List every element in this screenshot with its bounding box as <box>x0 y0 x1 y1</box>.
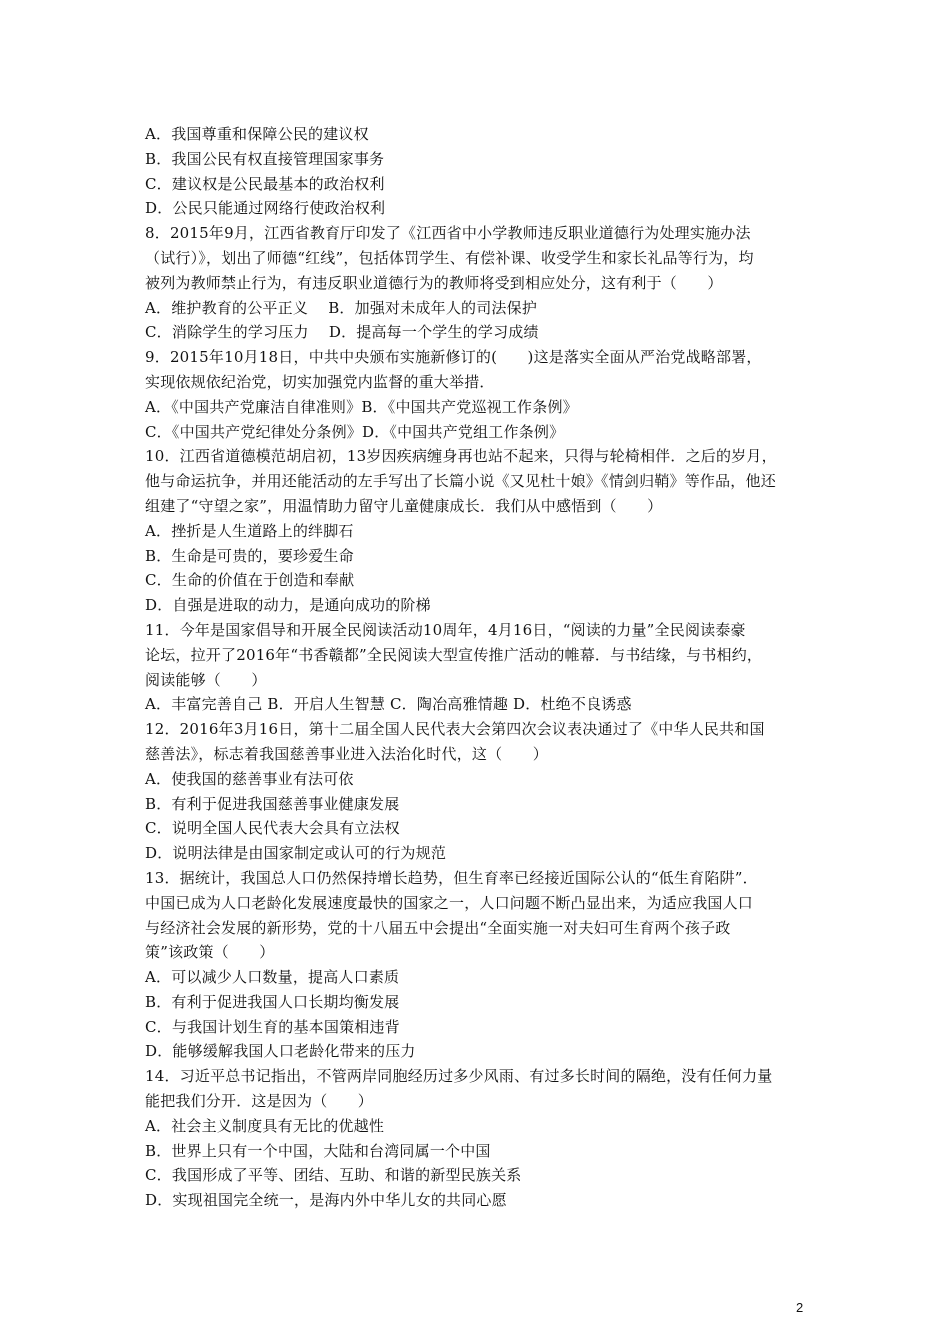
text-line: C．我国形成了平等、团结、互助、和谐的新型民族关系 <box>145 1166 522 1185</box>
text-line: A．社会主义制度具有无比的优越性 <box>145 1116 385 1135</box>
text-line: C．消除学生的学习压力 D．提高每一个学生的学习成绩 <box>145 323 539 342</box>
question-12-line: 12．2016年3月16日，第十二届全国人民代表大会第四次会议表决通过了《中华人民共和国 <box>145 720 765 739</box>
text-line: A．丰富完善自己 B．开启人生智慧 C．陶冶高雅情趣 D．杜绝不良诱惑 <box>145 695 632 714</box>
text-line: 阅读能够（ ） <box>145 670 267 689</box>
text-line: C．《中国共产党纪律处分条例》D．《中国共产党组工作条例》 <box>145 422 565 441</box>
text-line: C．建议权是公民最基本的政治权利 <box>145 174 385 193</box>
text-line: A．维护教育的公平正义 B．加强对未成年人的司法保护 <box>145 298 538 317</box>
text-line: 中国已成为人口老龄化发展速度最快的国家之一，人口问题不断凸显出来，为适应我国人口 <box>145 893 754 912</box>
text-line: 组建了“守望之家”，用温情助力留守儿童健康成长．我们从中感悟到（ ） <box>145 496 663 515</box>
text-line: D．能够缓解我国人口老龄化带来的压力 <box>145 1042 416 1061</box>
text-line: C．生命的价值在于创造和奉献 <box>145 571 355 590</box>
text-line: A．《中国共产党廉洁自律准则》B．《中国共产党巡视工作条例》 <box>145 397 578 416</box>
page-number: 2 <box>796 1300 804 1315</box>
text-line: B．有利于促进我国人口长期均衡发展 <box>145 992 400 1011</box>
text-line: B．世界上只有一个中国，大陆和台湾同属一个中国 <box>145 1141 491 1160</box>
text-line: B．生命是可贵的，要珍爱生命 <box>145 546 354 565</box>
text-line: 他与命运抗争，并用还能活动的左手写出了长篇小说《又见杜十娘》《情剑归鞘》等作品，他还 <box>145 472 776 491</box>
text-line: 慈善法》，标志着我国慈善事业进入法治化时代，这（ ） <box>145 744 548 763</box>
text-line: D．公民只能通过网络行使政治权利 <box>145 199 386 218</box>
text-line: C．与我国计划生育的基本国策相违背 <box>145 1017 400 1036</box>
text-line: D．实现祖国完全统一，是海内外中华儿女的共同心愿 <box>145 1191 507 1210</box>
text-line: A．使我国的慈善事业有法可依 <box>145 769 354 788</box>
question-11-line: 11．今年是国家倡导和开展全民阅读活动10周年，4月16日，“阅读的力量”全民阅读泰豪 <box>145 620 746 639</box>
question-10-line: 10．江西省道德模范胡启初，13岁因疾病缠身再也站不起来，只得与轮椅相伴．之后的岁月， <box>145 447 777 466</box>
text-line: A．可以减少人口数量，提高人口素质 <box>145 968 400 987</box>
text-line: A．挫折是人生道路上的绊脚石 <box>145 521 354 540</box>
text-line: （试行）》，划出了师德“红线”，包括体罚学生、有偿补课、收受学生和家长礼品等行为，均 <box>145 248 754 267</box>
text-line: 与经济社会发展的新形势，党的十八届五中会提出“全面实施一对夫妇可生育两个孩子政 <box>145 918 731 937</box>
question-13-line: 13．据统计，我国总人口仍然保持增长趋势，但生育率已经接近国际公认的“低生育陷阱”． <box>145 868 758 887</box>
text-line: B．我国公民有权直接管理国家事务 <box>145 149 385 168</box>
text-line: 论坛，拉开了2016年“书香赣都”全民阅读大型宣传推广活动的帷幕．与书结缘，与书相约， <box>145 645 763 664</box>
text-line: C．说明全国人民代表大会具有立法权 <box>145 819 400 838</box>
question-8-line: 8．2015年9月，江西省教育厅印发了《江西省中小学教师违反职业道德行为处理实施办法 <box>145 224 751 243</box>
question-9-line: 9．2015年10月18日，中共中央颁布实施新修订的( )这是落实全面从严治党战略部署， <box>145 348 762 367</box>
text-line: 实现依规依纪治党，切实加强党内监督的重大举措． <box>145 372 495 391</box>
text-line: A．我国尊重和保障公民的建议权 <box>145 125 369 143</box>
document-body <box>145 122 825 1213</box>
text-line: D．自强是进取的动力，是通向成功的阶梯 <box>145 596 431 615</box>
text-line: 能把我们分开．这是因为（ ） <box>145 1092 374 1111</box>
text-line: B．有利于促进我国慈善事业健康发展 <box>145 794 400 813</box>
question-14-line: 14．习近平总书记指出，不管两岸同胞经历过多少风雨、有过多长时间的隔绝，没有任何力量 <box>145 1067 773 1086</box>
text-line: 策”该政策（ ） <box>145 943 275 962</box>
text-line: D．说明法律是由国家制定或认可的行为规范 <box>145 844 447 863</box>
text-line: 被列为教师禁止行为，有违反职业道德行为的教师将受到相应处分，这有利于（ ） <box>145 273 723 292</box>
